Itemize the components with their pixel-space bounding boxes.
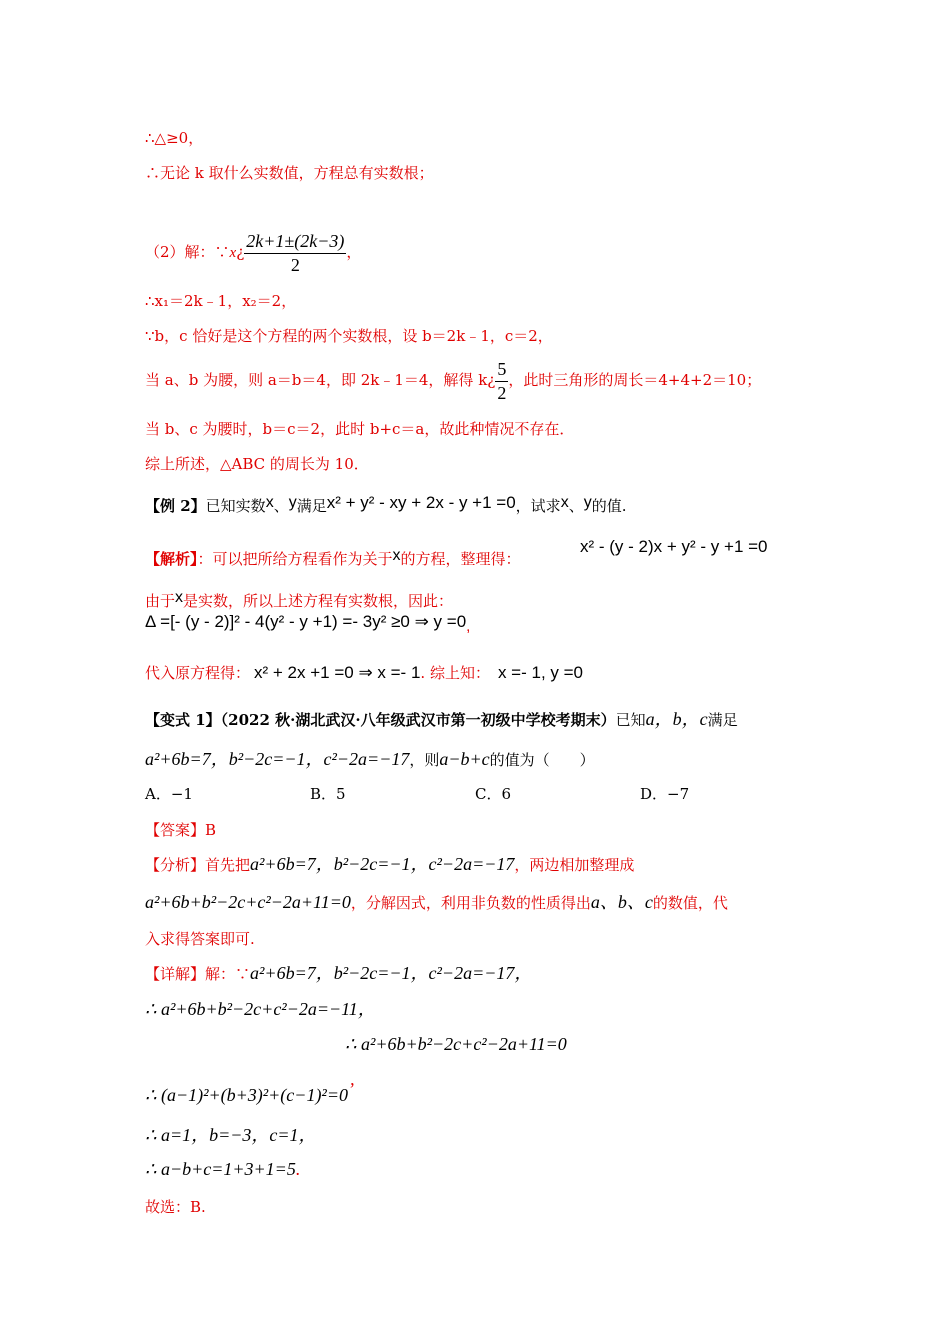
fenxi-label: 【分析】: [145, 856, 206, 874]
x-var: x: [229, 245, 237, 261]
fenxi-text: ，两边相加整理成: [514, 856, 635, 874]
analysis-text: 是实数，所以上述方程有实数根，因此：: [183, 592, 454, 610]
squares-equation: ∴ (a−1)²+(b+3)²+(c−1)²=0: [145, 1085, 348, 1105]
detail-line-1: [145, 962, 532, 985]
variant1-text: 已知: [615, 711, 646, 729]
variant1-vars: a，b，c: [645, 709, 708, 729]
discriminant-equation: [145, 611, 470, 638]
answer-value: B: [205, 821, 217, 839]
analysis-tag: 【解析】: [145, 550, 198, 568]
discriminant-text: Δ =[- (y - 2)]² - 4(y² - y +1) =- 3y² ≥0 ⇒ y =0: [145, 612, 467, 631]
var-x: x: [392, 547, 401, 564]
detail-line-3: ∴ a²+6b+b²−2c+c²−2a+11=0: [345, 1034, 567, 1054]
case1-text: 当 a、b 为腰，则 a＝b＝4，即 2k﹣1＝4，解得 k: [145, 371, 488, 389]
garbled-char: ¿: [487, 371, 496, 389]
option-d[interactable]: D．−7: [640, 785, 690, 803]
fraction-denominator: 2: [290, 255, 300, 275]
fraction-numerator: 2k+1±(2k−3): [244, 230, 346, 254]
variant1-text: ，则: [409, 751, 440, 769]
solution-line-4: ∴x₁＝2k﹣1，x₂＝2，: [145, 292, 297, 310]
k-fraction: [495, 358, 508, 404]
detail-text: 解：∵: [205, 965, 251, 983]
period: .: [295, 1159, 301, 1179]
analysis-line-4: [145, 659, 583, 687]
solution-line-3: [145, 228, 361, 277]
example2-text: 满足: [296, 497, 327, 515]
variant1-text: 的值为（ ）: [489, 751, 595, 769]
fenxi-line-3: 入求得答案即可.: [145, 930, 255, 948]
analysis-equation: x² - (y - 2)x + y² - y +1 =0: [580, 537, 768, 556]
variant1-text: 满足: [707, 711, 738, 729]
fraction-denominator: 2: [497, 383, 507, 403]
answer-label: 【答案】: [145, 821, 206, 839]
answer-line: [145, 819, 216, 841]
fenxi-line-1: [145, 853, 634, 876]
analysis-line-2: [145, 587, 453, 612]
detail-line-5: ∴ a=1，b=−3，c=1，: [145, 1125, 317, 1145]
fenxi-text: 的数值，代: [652, 894, 728, 912]
solution-line-6: [145, 356, 761, 404]
solution-line-2: ∴无论 k 取什么实数值，方程总有实数根；: [145, 164, 434, 182]
variant1-tag: 【变式 1】: [145, 711, 221, 729]
garbled-char: ¿: [236, 243, 245, 261]
comma: ，: [346, 243, 362, 261]
variant1-expression: a−b+c: [439, 749, 490, 769]
solution-line-5: ∵b，c 恰好是这个方程的两个实数根，设 b＝2k﹣1，c＝2，: [145, 327, 553, 345]
fenxi-sum-equation: a²+6b+b²−2c+c²−2a+11=0: [145, 892, 351, 912]
detail-line-6: [145, 1158, 300, 1180]
example2-text: 已知实数: [205, 497, 266, 515]
analysis-text: . 综上知：: [420, 664, 490, 682]
var-x: x: [175, 589, 184, 606]
example2-text: ，试求: [515, 497, 561, 515]
fenxi-text: ，分解因式，利用非负数的性质得出: [350, 894, 591, 912]
var-y: y: [288, 494, 297, 511]
final-result: x =- 1, y =0: [497, 663, 583, 682]
fenxi-vars: a、b、c: [590, 892, 653, 912]
detail-equations: a²+6b=7，b²−2c=−1，c²−2a=−17，: [250, 963, 533, 983]
solution-line-1: ∴△≥0，: [145, 129, 204, 147]
analysis-text: ：可以把所给方程看作为关于: [197, 550, 393, 568]
analysis-text: 的方程，整理得：: [400, 550, 521, 568]
analysis-line-1: [145, 545, 521, 570]
var-x: x: [560, 494, 569, 511]
detail-line-2: ∴ a²+6b+b²−2c+c²−2a=−11，: [145, 999, 376, 1019]
solution-line-8: 综上所述，△ABC 的周长为 10．: [145, 455, 369, 473]
variant1-source: （2022 秋·湖北武汉·八年级武汉市第一初级中学校考期末）: [220, 711, 616, 729]
part2-prefix: （2）解：∵: [145, 243, 230, 261]
variant1-equations: a²+6b=7，b²−2c=−1，c²−2a=−17: [145, 749, 410, 769]
substitute-equation: x² + 2x +1 =0 ⇒ x =- 1: [254, 663, 421, 682]
fenxi-equations: a²+6b=7，b²−2c=−1，c²−2a=−17: [250, 854, 515, 874]
example2-equation: x² + y² - xy + 2x - y +1 =0: [326, 493, 516, 512]
variant1-line-1: [145, 708, 738, 731]
detail-line-7: 故选：B.: [145, 1198, 206, 1216]
fenxi-line-2: [145, 891, 728, 914]
fraction-numerator: 5: [495, 358, 508, 382]
detail-label: 【详解】: [145, 965, 206, 983]
result-equation: ∴ a−b+c=1+3+1=5: [145, 1159, 296, 1179]
mark: ’: [347, 1079, 354, 1099]
option-c[interactable]: C．6: [475, 785, 512, 803]
fenxi-text: 首先把: [205, 856, 251, 874]
detail-line-4: [145, 1078, 354, 1106]
option-b[interactable]: B．5: [310, 785, 346, 803]
example2-line: [145, 492, 626, 517]
solution-line-7: 当 b、c 为腰时，b＝c＝2，此时 b+c＝a，故此种情况不存在．: [145, 420, 575, 438]
example2-text: 的值.: [591, 497, 627, 515]
var-y: y: [583, 494, 592, 511]
analysis-text: 代入原方程得：: [145, 664, 251, 682]
variant1-line-2: [145, 748, 595, 771]
option-a[interactable]: A．−1: [145, 785, 193, 803]
analysis-text: 由于: [145, 592, 176, 610]
options-row: [0, 783, 950, 807]
root-fraction: [244, 230, 346, 276]
perimeter-text: ，此时三角形的周长＝4+4+2＝10；: [508, 371, 762, 389]
example2-tag: 【例 2】: [145, 497, 206, 515]
var-x: x: [265, 494, 274, 511]
separator: 、: [568, 497, 584, 515]
separator: 、: [273, 497, 289, 515]
comma: ,: [466, 618, 471, 635]
